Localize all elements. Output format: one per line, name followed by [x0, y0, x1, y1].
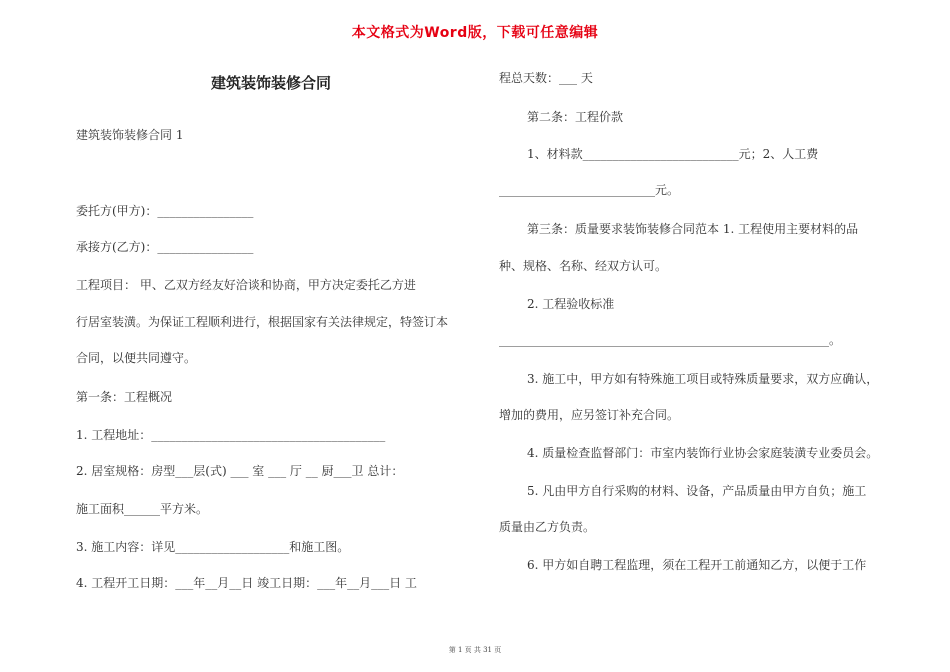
paragraph-line: 合同，以便共同遵守。: [76, 351, 197, 365]
paragraph-line: 1. 工程地址：_______________________________________: [76, 428, 386, 442]
paragraph-line: 增加的费用，应另签订补充合同。: [499, 408, 680, 422]
document-title: 建筑装饰装修合同: [210, 74, 331, 92]
contract-subtitle: 建筑装饰装修合同 1: [76, 128, 184, 142]
paragraph-line: 工程项目： 甲、乙双方经友好洽谈和协商，甲方决定委托乙方进: [76, 278, 416, 292]
party-a-line: 委托方(甲方)：________________: [76, 204, 254, 218]
paragraph-line: 4. 质量检查监督部门：市室内装饰行业协会家庭装潢专业委员会。: [527, 446, 879, 460]
paragraph-line: __________________________元。: [499, 183, 680, 197]
paragraph-line: 种、规格、名称、经双方认可。: [499, 259, 668, 273]
paragraph-line: 6. 甲方如自聘工程监理，须在工程开工前通知乙方，以便于工作: [527, 558, 867, 572]
section-heading: 第一条：工程概况: [76, 390, 173, 404]
paragraph-line: 5. 凡由甲方自行采购的材料、设备，产品质量由甲方自负；施工: [527, 484, 867, 498]
paragraph-line: 程总天数：___ 天: [499, 71, 593, 85]
section-heading: 第二条：工程价款: [527, 110, 624, 124]
section-heading: 第三条：质量要求装饰装修合同范本 1. 工程使用主要材料的品: [527, 222, 859, 236]
paragraph-line: 2. 工程验收标准: [527, 297, 615, 311]
paragraph-line: 4. 工程开工日期：___年__月__日 竣工日期：___年__月___日 工: [76, 576, 417, 590]
paragraph-line: 行居室装潢。为保证工程顺利进行，根据国家有关法律规定，特签订本: [76, 315, 449, 329]
party-b-line: 承接方(乙方)：________________: [76, 240, 254, 254]
paragraph-line: 施工面积______平方米。: [76, 502, 209, 516]
paragraph-line: 1、材料款__________________________元；2、人工费: [527, 147, 819, 161]
paragraph-line: 质量由乙方负责。: [499, 520, 596, 534]
paragraph-line: 3. 施工内容：详见___________________和施工图。: [76, 540, 350, 554]
paragraph-line: 2. 居室规格：房型___层(式) ___ 室 ___ 厅 __ 厨___卫 总计：: [76, 464, 404, 478]
paragraph-line: 3. 施工中，甲方如有特殊施工项目或特殊质量要求，双方应确认，: [527, 372, 879, 386]
paragraph-line: _______________________________________________________。: [499, 333, 842, 347]
word-format-banner: 本文格式为Word版，下载可任意编辑: [351, 25, 599, 41]
page-number: 第 1 页 共 31 页: [448, 646, 502, 654]
